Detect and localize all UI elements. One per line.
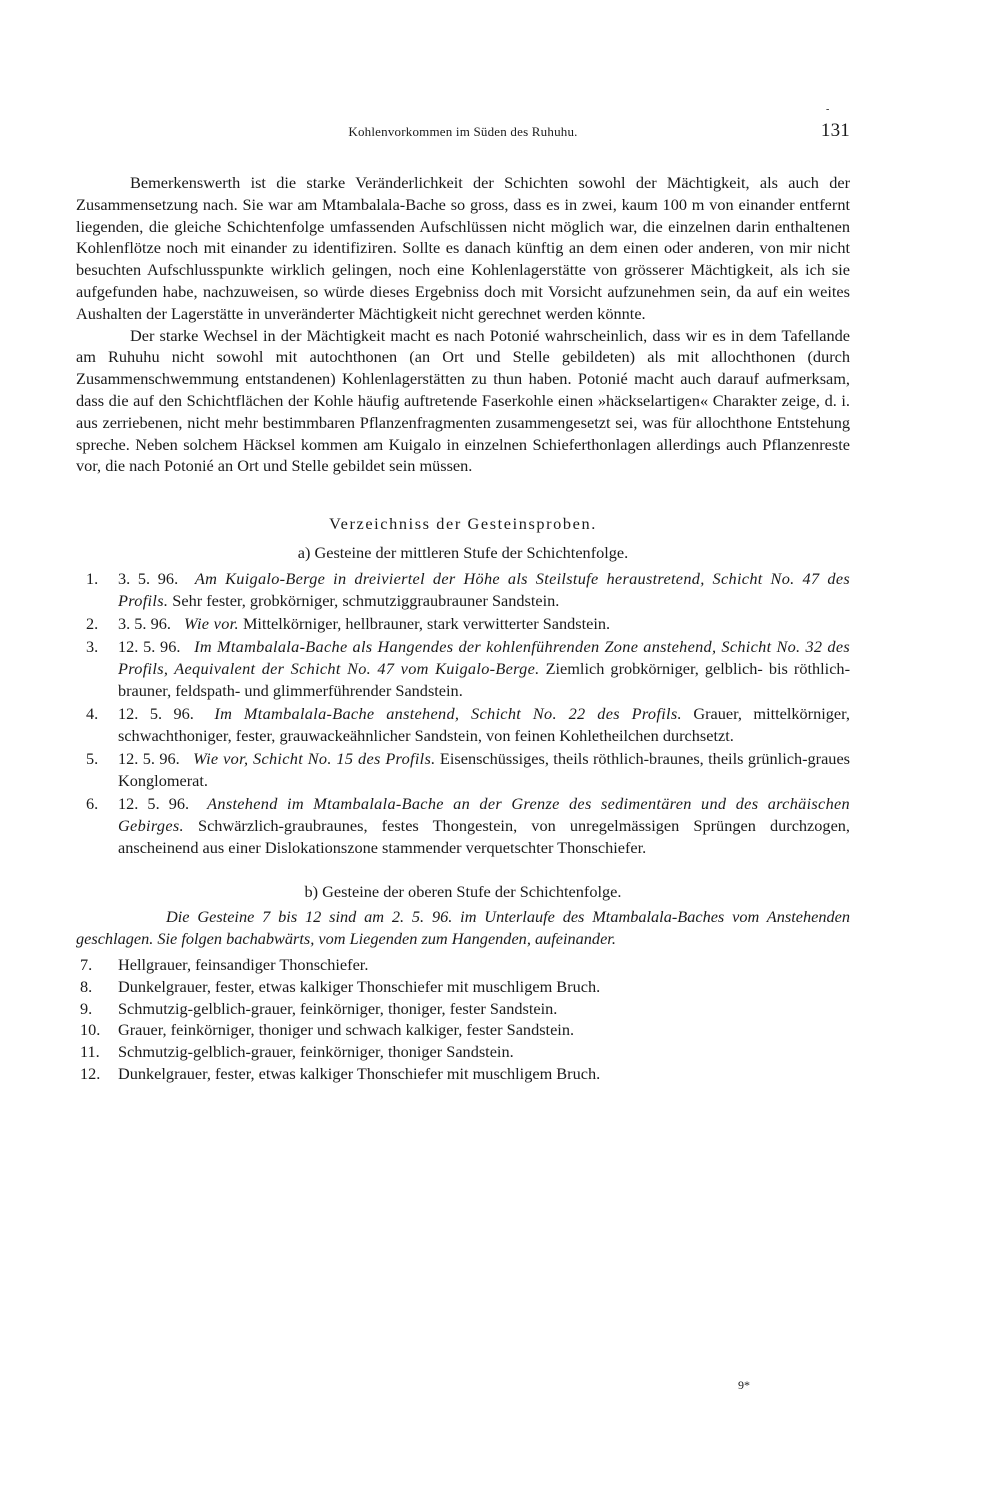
subsection-title-a: a) Gesteine der mittleren Stufe der Schichtenfolge. <box>297 542 629 562</box>
subsection-title-b: b) Gesteine der oberen Stufe der Schichtenfolge. <box>304 881 622 901</box>
item-number: 8. <box>80 976 93 996</box>
list-item <box>76 703 850 747</box>
item-number: 3. <box>86 637 99 657</box>
item-date: 12. 5. 96. <box>118 704 194 724</box>
sample-list-b <box>76 954 850 1085</box>
item-location: Im Mtambalala-Bache als Hangendes der kohlenführenden Zone anstehend, Schicht No. 32 des Profils, Aequivalent der Schicht No. 47 vom Kuigalo-Berge. <box>118 637 850 678</box>
sample-list-a <box>76 568 850 859</box>
item-description: Dunkelgrauer, fester, etwas kalkiger Thonschiefer mit muschligem Bruch. <box>118 976 601 996</box>
item-date: 12. 5. 96. <box>118 749 180 769</box>
subsection-intro: Die Gesteine 7 bis 12 sind am 2. 5. 96. im Unterlaufe des Mtambalala-Baches vom Anstehenden geschlagen. Sie folgen bachabwärts, vom Liegenden zum Hangenden, aufeinander. <box>76 907 850 949</box>
item-description: Sehr fester, grobkörniger, schmutziggraubrauner Sandstein. <box>172 590 560 610</box>
signature-mark: 9* <box>738 1378 750 1392</box>
item-description: Hellgrauer, feinsandiger Thonschiefer. <box>118 955 369 974</box>
item-date: 3. 5. 96. <box>118 568 179 588</box>
item-description: Grauer, mittelkörniger, schwachthoniger, fester, grauwackeähnlicher Sandstein, von feinen Kohletheilchen durchsetzt. <box>118 704 850 745</box>
list-item <box>76 1063 850 1085</box>
item-location: Wie vor, Schicht No. 15 des Profils. <box>193 749 436 769</box>
item-number: 5. <box>86 749 99 769</box>
item-date: 12. 5. 96. <box>118 637 181 657</box>
item-location: Anstehend im Mtambalala-Bache an der Grenze des sedimentären und des archäischen Gebirges. <box>118 794 850 836</box>
item-location: Am Kuigalo-Berge in dreiviertel der Höhe als Steilstufe heraustretend, Schicht No. 47 des Profils. <box>118 568 850 610</box>
list-item <box>76 568 850 612</box>
section-title: Verzeichniss der Gesteinsproben. <box>329 514 597 534</box>
running-title: Kohlenvorkommen im Süden des Ruhuhu. <box>348 124 578 139</box>
running-header <box>76 118 850 144</box>
item-number: 7. <box>80 955 93 974</box>
list-item <box>76 613 850 635</box>
list-item <box>76 748 850 792</box>
item-number: 2. <box>86 613 99 633</box>
item-number: 10. <box>80 1020 101 1040</box>
item-number: 1. <box>86 568 99 588</box>
item-description: Schmutzig-gelblich-grauer, feinkörniger, thoniger, fester Sandstein. <box>118 998 558 1018</box>
item-description: Mittelkörniger, hellbrauner, stark verwitterter Sandstein. <box>242 613 611 633</box>
item-description: Dunkelgrauer, fester, etwas kalkiger Thonschiefer mit muschligem Bruch. <box>118 1063 601 1083</box>
item-description: Schwärzlich-graubraunes, festes Thongestein, von unregelmässigen Sprüngen durchzogen, anscheinend aus einer Dislokationszone stammender verquetschter Thonschiefer. <box>118 816 851 857</box>
margin-mark: - <box>826 104 830 115</box>
item-location: Wie vor. <box>184 613 239 633</box>
item-location: Im Mtambalala-Bache anstehend, Schicht No. 22 des Profils. <box>214 704 682 724</box>
item-date: 3. 5. 96. <box>118 613 171 633</box>
item-description: Schmutzig-gelblich-grauer, feinkörniger, thoniger Sandstein. <box>118 1042 514 1062</box>
paragraph-1: Bemerkenswerth ist die starke Veränderlichkeit der Schichten sowohl der Mächtigkeit, als auch der Zusammensetzung nach. Sie war am Mtambalala-Bache so gross, dass es in zwei, kaum 100 m von einander entfernt liegenden, die gleiche Schichtenfolge umfassenden Aufschlüssen nicht möglich war, die einzelnen darin enthaltenen Kohlenflötze noch mit einander zu identifiziren. Sollte es danach künftig an dem einen oder anderen, von mir nicht besuchten Aufschlusspunkte wirklich gelingen, noch eine Kohlenlagerstätte von grösserer Mächtigkeit, als ich sie aufgefunden habe, nachzuweisen, so würde dieses Ergebniss doch mit Vorsicht aufzunehmen sein, da auf ein weites Aushalten der Lagerstätte in unveränderter Mächtigkeit nicht gerechnet werden könnte. <box>76 173 850 323</box>
item-description: Eisenschüssiges, theils röthlich-braunes, theils grünlich-graues Konglomerat. <box>118 749 851 790</box>
paragraph-2: Der starke Wechsel in der Mächtigkeit macht es nach Potonié wahrscheinlich, dass wir es in dem Tafellande am Ruhuhu nicht sowohl mit autochthonen (an Ort und Stelle gebildeten) als mit allochthonen (durch Zusammenschwemmung entstandenen) Kohlenlagerstätten zu thun haben. Potonié macht auch darauf aufmerksam, dass die auf den Schichtflächen der Kohle häufig auftretende Faserkohle einen »häckselartigen« Charakter zeige, d. i. aus zerriebenen, nicht mehr bestimmbaren Pflanzenfragmenten zusammengesetzt sei, was für allochthone Entstehung spreche. Neben solchem Häcksel kommen am Kuigalo in einzelnen Schieferthonlagen allerdings auch Pflanzenreste vor, die nach Potonié an Ort und Stelle gebildet sein müssen. <box>76 325 850 476</box>
item-number: 4. <box>86 704 99 724</box>
list-item <box>76 1041 850 1063</box>
list-item <box>76 954 850 976</box>
page-body <box>76 172 850 1085</box>
list-item <box>76 976 850 998</box>
item-date: 12. 5. 96. <box>118 794 190 814</box>
item-number: 9. <box>80 998 93 1018</box>
list-item <box>76 793 850 858</box>
item-description: Ziemlich grobkörniger, gelblich- bis röthlich-brauner, feldspath- und glimmerführender Sandstein. <box>118 658 850 700</box>
list-item <box>76 998 850 1020</box>
item-number: 6. <box>86 794 99 814</box>
item-description: Grauer, feinkörniger, thoniger und schwach kalkiger, fester Sandstein. <box>118 1020 575 1040</box>
page-number: 131 <box>820 120 850 141</box>
item-number: 11. <box>80 1042 100 1062</box>
item-number: 12. <box>80 1063 101 1083</box>
list-item <box>76 636 850 701</box>
list-item <box>76 1019 850 1041</box>
